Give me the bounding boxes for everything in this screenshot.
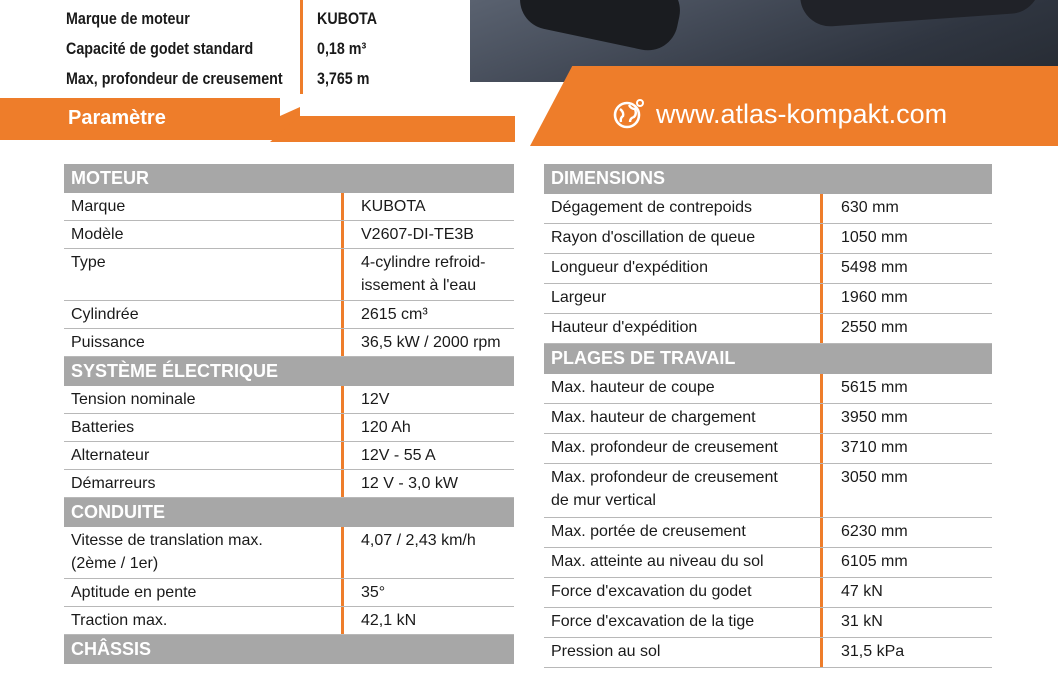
- table-row: [64, 607, 514, 635]
- spec-value: 3050 mm: [841, 469, 908, 486]
- table-row: [64, 301, 514, 329]
- table-row: [544, 404, 992, 434]
- table-row: [544, 374, 992, 404]
- table-row: [544, 314, 992, 344]
- column-divider: [820, 518, 823, 547]
- spec-label: Longueur d'expédition: [551, 259, 708, 276]
- spec-label: Max. atteinte au niveau du sol: [551, 553, 764, 570]
- spec-value: 2615 cm³: [361, 306, 428, 323]
- spec-label: Max. hauteur de chargement: [551, 409, 756, 426]
- column-divider: [341, 386, 344, 413]
- summary-value: 3,765 m: [317, 69, 370, 88]
- table-row: [544, 464, 992, 518]
- column-divider: [820, 314, 823, 343]
- column-divider: [341, 221, 344, 248]
- table-row: [544, 578, 992, 608]
- summary-block: [0, 0, 470, 96]
- table-row: [64, 249, 514, 301]
- table-row: [64, 221, 514, 249]
- spec-value: 5498 mm: [841, 259, 908, 276]
- spec-label: Max. hauteur de coupe: [551, 379, 715, 396]
- table-row: [544, 224, 992, 254]
- spec-value: 120 Ah: [361, 419, 411, 436]
- column-divider: [341, 579, 344, 606]
- summary-label: Max, profondeur de creusement: [66, 69, 283, 88]
- column-divider: [820, 194, 823, 223]
- spec-label: Max. profondeur de creusement de mur vertical: [551, 469, 778, 509]
- table-row: [544, 254, 992, 284]
- summary-divider: [300, 0, 303, 94]
- spec-label: Max. portée de creusement: [551, 523, 746, 540]
- column-divider: [341, 414, 344, 441]
- section-header: DIMENSIONS: [544, 164, 992, 194]
- globe-icon: [612, 97, 646, 131]
- spec-label: Alternateur: [71, 447, 150, 464]
- section-header: MOTEUR: [64, 164, 514, 193]
- spec-label: Cylindrée: [71, 306, 139, 323]
- column-divider: [341, 607, 344, 634]
- section-header: PLAGES DE TRAVAIL: [544, 344, 992, 374]
- column-divider: [820, 464, 823, 517]
- column-divider: [820, 578, 823, 607]
- spec-label: Max. profondeur de creusement: [551, 439, 778, 456]
- spec-label: Rayon d'oscillation de queue: [551, 229, 756, 246]
- table-row: [64, 470, 514, 498]
- section-header: CONDUITE: [64, 498, 514, 527]
- summary-row: [0, 33, 470, 63]
- table-row: [544, 518, 992, 548]
- spec-label: Type: [71, 254, 106, 271]
- spec-value: 4,07 / 2,43 km/h: [361, 532, 476, 549]
- spec-label: Force d'excavation de la tige: [551, 613, 755, 630]
- spec-table-left: [64, 164, 514, 675]
- column-divider: [341, 527, 344, 578]
- spec-value: 6105 mm: [841, 553, 908, 570]
- spec-label: Tension nominale: [71, 391, 196, 408]
- table-row: [544, 608, 992, 638]
- summary-label: Marque de moteur: [66, 9, 190, 28]
- spec-value: 6230 mm: [841, 523, 908, 540]
- column-divider: [820, 224, 823, 253]
- table-row: [64, 579, 514, 607]
- spec-label: Traction max.: [71, 612, 168, 629]
- spec-value: 1050 mm: [841, 229, 908, 246]
- spec-value: 5615 mm: [841, 379, 908, 396]
- summary-row: [0, 3, 470, 33]
- spec-value: 1960 mm: [841, 289, 908, 306]
- table-row: [64, 527, 514, 579]
- section-title: Paramètre: [68, 107, 166, 129]
- spec-label: Démarreurs: [71, 475, 156, 492]
- column-divider: [820, 284, 823, 313]
- spec-label: Largeur: [551, 289, 607, 306]
- column-divider: [820, 548, 823, 577]
- table-row: [544, 548, 992, 578]
- spec-value: 12V - 55 A: [361, 447, 436, 464]
- column-divider: [820, 608, 823, 637]
- spec-value: 2550 mm: [841, 319, 908, 336]
- spec-value: 31 kN: [841, 613, 883, 630]
- spec-value: 4-cylindre refroid- issement à l'eau: [361, 254, 486, 294]
- column-divider: [820, 638, 823, 667]
- spec-value: 12V: [361, 391, 390, 408]
- column-divider: [820, 374, 823, 403]
- spec-value: KUBOTA: [361, 198, 426, 215]
- spec-label: Pression au sol: [551, 643, 661, 660]
- spec-value: 42,1 kN: [361, 612, 417, 629]
- column-divider: [341, 470, 344, 497]
- spec-value: 630 mm: [841, 199, 899, 216]
- table-row: [544, 194, 992, 224]
- spec-value: 3950 mm: [841, 409, 908, 426]
- spec-value: 12 V - 3,0 kW: [361, 475, 458, 492]
- website-url[interactable]: www.atlas-kompakt.com: [656, 98, 948, 129]
- spec-value: 3710 mm: [841, 439, 908, 456]
- spec-label: Puissance: [71, 334, 145, 351]
- table-row: [64, 442, 514, 470]
- column-divider: [820, 434, 823, 463]
- table-row: [64, 414, 514, 442]
- spec-table-right: [544, 164, 992, 675]
- spec-label: Aptitude en pente: [71, 584, 197, 601]
- table-row: [64, 193, 514, 221]
- spec-value: 31,5 kPa: [841, 643, 905, 660]
- column-divider: [341, 301, 344, 328]
- param-banner-tail: [270, 116, 515, 142]
- spec-label: Force d'excavation du godet: [551, 583, 752, 600]
- spec-value: 36,5 kW / 2000 rpm: [361, 334, 501, 351]
- spec-label: Vitesse de translation max. (2ème / 1er): [71, 532, 263, 572]
- table-row: [544, 434, 992, 464]
- summary-label: Capacité de godet standard: [66, 39, 254, 58]
- spec-value: 35°: [361, 584, 386, 601]
- spec-label: Hauteur d'expédition: [551, 319, 698, 336]
- table-row: [544, 638, 992, 668]
- column-divider: [341, 249, 344, 300]
- table-row: [544, 284, 992, 314]
- summary-value: 0,18 m³: [317, 39, 367, 58]
- section-header: SYSTÈME ÉLECTRIQUE: [64, 357, 514, 386]
- spec-label: Dégagement de contrepoids: [551, 199, 753, 216]
- table-row: [64, 329, 514, 357]
- column-divider: [820, 254, 823, 283]
- column-divider: [341, 442, 344, 469]
- section-header: CHÂSSIS: [64, 635, 514, 664]
- spec-value: 47 kN: [841, 583, 883, 600]
- column-divider: [820, 404, 823, 433]
- summary-row: [0, 63, 470, 93]
- column-divider: [341, 329, 344, 356]
- spec-value: V2607-DI-TE3B: [361, 226, 474, 243]
- table-row: [64, 386, 514, 414]
- column-divider: [341, 193, 344, 220]
- spec-label: Marque: [71, 198, 126, 215]
- summary-value: KUBOTA: [317, 9, 378, 28]
- spec-label: Modèle: [71, 226, 124, 243]
- website-link[interactable]: [612, 96, 947, 132]
- spec-label: Batteries: [71, 419, 135, 436]
